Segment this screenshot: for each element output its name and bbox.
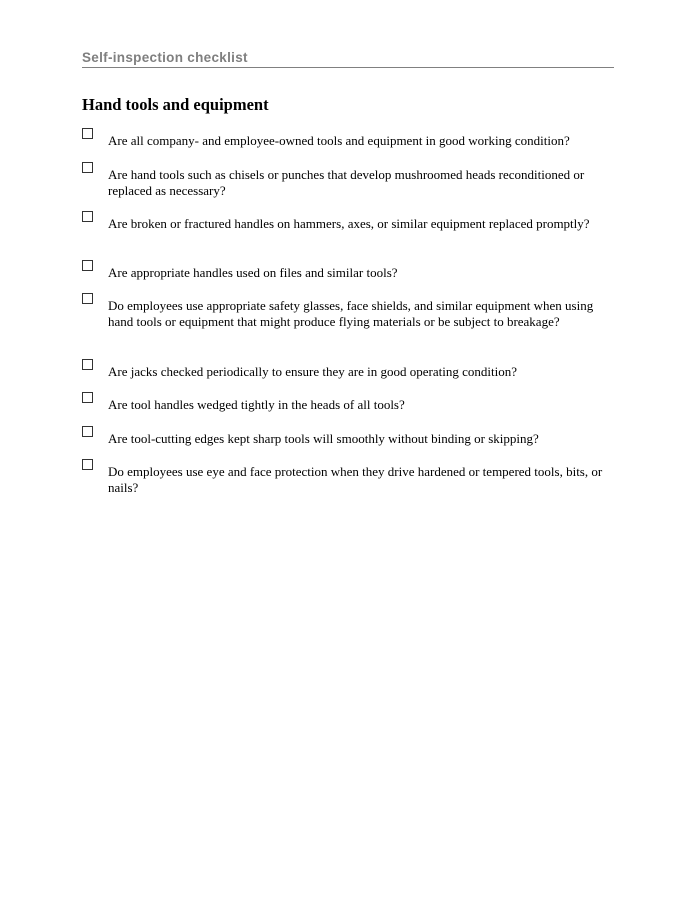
- checklist-item: [82, 359, 617, 380]
- checkbox[interactable]: [82, 293, 93, 304]
- checkbox[interactable]: [82, 359, 93, 370]
- checklist-item: [82, 260, 617, 281]
- section-title: Hand tools and equipment: [82, 95, 269, 114]
- checkbox[interactable]: [82, 260, 93, 271]
- checklist-item-text: Are broken or fractured handles on hammers, axes, or similar equipment replaced promptly?: [108, 216, 590, 231]
- checklist-item-text: Are tool handles wedged tightly in the heads of all tools?: [108, 397, 405, 412]
- checklist-item: [82, 128, 617, 149]
- checkbox[interactable]: [82, 211, 93, 222]
- checklist-item: [82, 392, 617, 413]
- checkbox[interactable]: [82, 162, 93, 173]
- checklist-item: [82, 426, 617, 447]
- checkbox[interactable]: [82, 426, 93, 437]
- checkbox[interactable]: [82, 392, 93, 403]
- checklist-item-text: Do employees use eye and face protection when they drive hardened or tempered tools, bits, or nails?: [108, 464, 603, 495]
- checklist-item-text: Are tool-cutting edges kept sharp tools will smoothly without binding or skipping?: [108, 431, 539, 446]
- checklist-item-text: Do employees use appropriate safety glasses, face shields, and similar equipment when using hand tools or equipment that might produce flying materials or be subject to breakage?: [108, 298, 594, 329]
- checklist-item-text: Are all company- and employee-owned tools and equipment in good working condition?: [108, 133, 570, 148]
- checklist-item: [82, 211, 617, 232]
- running-header-title: Self-inspection checklist: [82, 50, 614, 68]
- checklist-item: [82, 162, 617, 199]
- checkbox[interactable]: [82, 459, 93, 470]
- checklist-item-text: Are appropriate handles used on files and similar tools?: [108, 265, 398, 280]
- checkbox[interactable]: [82, 128, 93, 139]
- checklist-item-text: Are jacks checked periodically to ensure they are in good operating condition?: [108, 364, 517, 379]
- checklist-item: [82, 459, 617, 496]
- checklist-item: [82, 293, 617, 330]
- checklist-item-text: Are hand tools such as chisels or punches that develop mushroomed heads reconditioned or replaced as necessary?: [108, 167, 585, 198]
